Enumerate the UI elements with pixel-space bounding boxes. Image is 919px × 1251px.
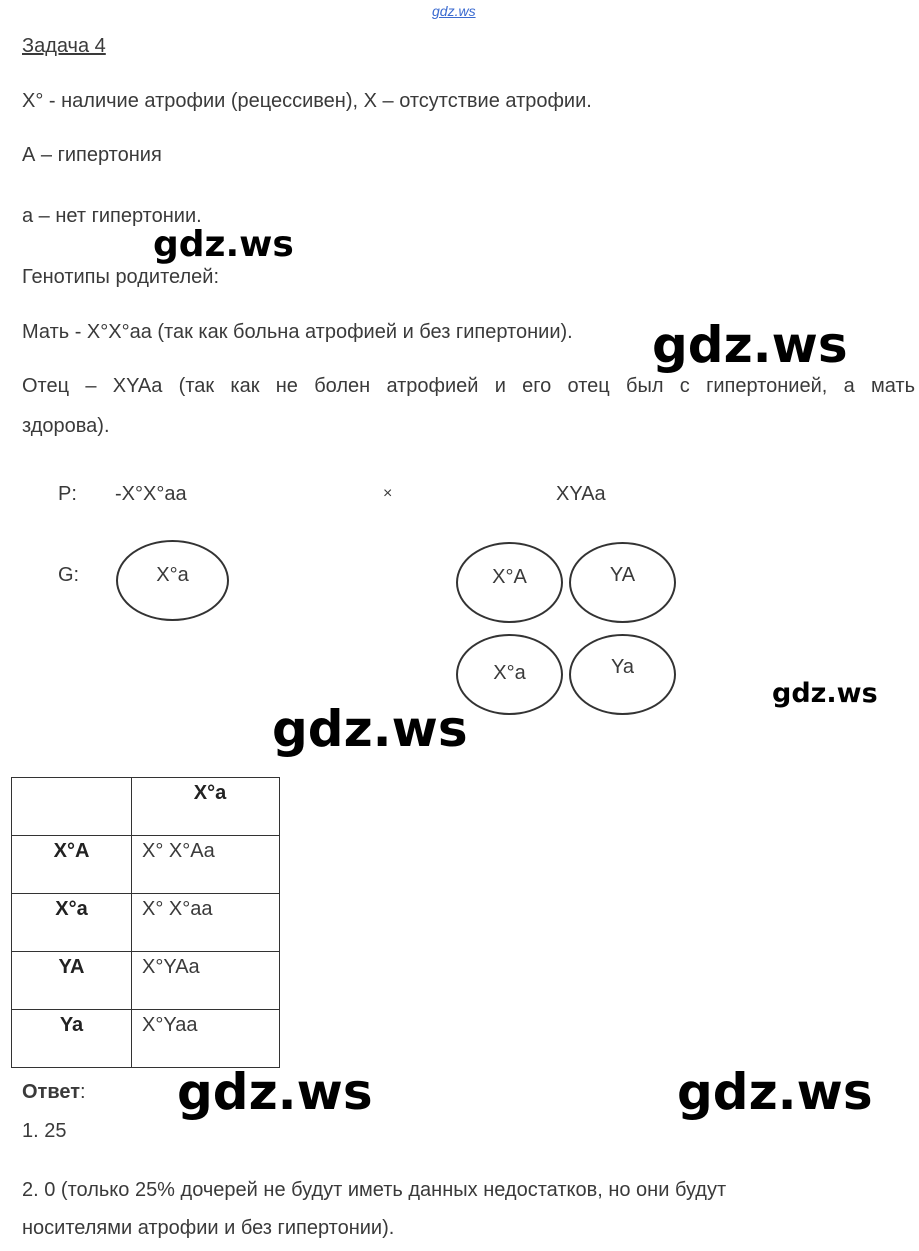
table-corner-cell <box>12 778 132 836</box>
father-gamete-circle <box>456 634 563 715</box>
punnett-table <box>11 777 280 1068</box>
g-label: G: <box>58 564 80 586</box>
row-header-cell: X°a <box>12 894 132 952</box>
table-row <box>12 778 280 836</box>
table-cell: X° X°Aa <box>132 836 280 894</box>
table-row <box>12 952 280 1010</box>
watermark-logo: gdz.ws <box>272 700 468 758</box>
p-label: P: <box>58 483 77 505</box>
gamete-label: X°a <box>156 564 189 586</box>
father-gamete-circle <box>569 542 676 623</box>
watermark-logo: gdz.ws <box>772 678 878 709</box>
gamete-label: YA <box>609 564 636 586</box>
gamete-label: X°A <box>492 566 527 588</box>
definition-atrophy: X° - наличие атрофии (рецессивен), X – отсутствие атрофии. <box>22 90 592 112</box>
watermark-logo: gdz.ws <box>177 1063 373 1121</box>
father-gamete-circle <box>456 542 563 623</box>
row-header-cell: X°A <box>12 836 132 894</box>
watermark-logo: gdz.ws <box>153 224 294 265</box>
table-row <box>12 836 280 894</box>
father-genotype-line2: здорова). <box>22 415 110 437</box>
row-header-cell: YA <box>12 952 132 1010</box>
table-cell: X° X°aa <box>132 894 280 952</box>
cross-times-sign: × <box>383 485 393 502</box>
father-genotype-line1: Отец – XYAa (так как не болен атрофией и его отец был с гипертонией, а мать <box>22 375 915 397</box>
watermark-logo: gdz.ws <box>677 1063 873 1121</box>
gamete-label: X°a <box>493 662 526 684</box>
row-header-cell: Ya <box>12 1010 132 1068</box>
table-row <box>12 894 280 952</box>
answer-2-line2: носителями атрофии и без гипертонии). <box>22 1217 395 1239</box>
answer-label: Ответ <box>22 1081 81 1103</box>
table-row <box>12 1010 280 1068</box>
answer-colon: : <box>80 1081 86 1103</box>
cross-father: XYAa <box>556 483 606 505</box>
gamete-label: Ya <box>611 656 634 678</box>
answer-heading <box>22 1080 86 1104</box>
top-watermark[interactable]: gdz.ws <box>432 3 476 19</box>
cross-mother: -X°X°aa <box>115 483 187 505</box>
answer-1: 1. 25 <box>22 1120 67 1142</box>
answer-2-line1: 2. 0 (только 25% дочерей не будут иметь данных недостатков, но они будут <box>22 1179 727 1201</box>
mother-gamete-circle <box>116 540 229 621</box>
definition-no-hypertension: а – нет гипертонии. <box>22 205 202 227</box>
father-gamete-circle <box>569 634 676 715</box>
watermark-logo: gdz.ws <box>652 316 848 374</box>
table-cell: X°YAa <box>132 952 280 1010</box>
table-header-cell: X°a <box>132 778 280 836</box>
definition-hypertension: А – гипертония <box>22 144 162 166</box>
task-title: Задача 4 <box>22 35 106 57</box>
table-cell: X°Yaa <box>132 1010 280 1068</box>
mother-genotype: Мать - X°X°aa (так как больна атрофией и без гипертонии). <box>22 321 573 343</box>
parents-genotypes-heading: Генотипы родителей: <box>22 266 220 288</box>
